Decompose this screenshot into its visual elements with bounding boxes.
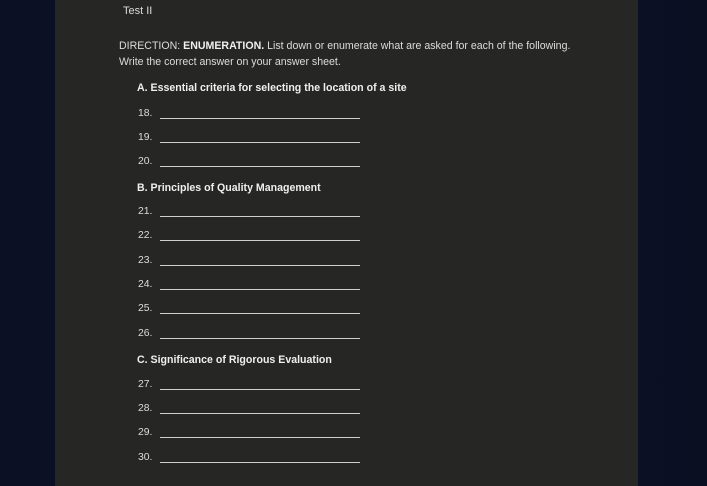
answer-blank[interactable]	[160, 403, 360, 414]
answer-blank[interactable]	[160, 108, 360, 119]
item-number: 20.	[138, 156, 153, 167]
answer-blank[interactable]	[160, 206, 360, 217]
test-title: Test II	[123, 5, 153, 17]
answer-item-30	[138, 452, 360, 463]
item-number: 28.	[138, 403, 153, 414]
answer-item-19	[138, 132, 360, 143]
answer-blank[interactable]	[160, 303, 360, 314]
section-a-heading: A. Essential criteria for selecting the location of a site	[137, 82, 407, 94]
item-number: 29.	[138, 427, 153, 438]
item-number: 23.	[138, 255, 153, 266]
item-number: 21.	[138, 206, 153, 217]
item-number: 18.	[138, 108, 153, 119]
answer-item-20	[138, 156, 360, 167]
answer-item-23	[138, 255, 360, 266]
answer-blank[interactable]	[160, 379, 360, 390]
answer-blank[interactable]	[160, 427, 360, 438]
item-number: 22.	[138, 230, 153, 241]
section-c-heading: C. Significance of Rigorous Evaluation	[137, 354, 332, 366]
answer-blank[interactable]	[160, 279, 360, 290]
section-b-heading: B. Principles of Quality Management	[137, 182, 321, 194]
answer-blank[interactable]	[160, 452, 360, 463]
item-number: 25.	[138, 303, 153, 314]
direction-text	[119, 38, 589, 70]
direction-prefix: DIRECTION:	[119, 40, 184, 52]
item-number: 30.	[138, 452, 153, 463]
answer-blank[interactable]	[160, 328, 360, 339]
answer-item-24	[138, 279, 360, 290]
answer-item-26	[138, 328, 360, 339]
answer-item-28	[138, 403, 360, 414]
item-number: 26.	[138, 328, 153, 339]
worksheet-page	[55, 0, 638, 486]
direction-keyword: ENUMERATION.	[183, 40, 265, 52]
left-background	[0, 0, 55, 486]
answer-item-25	[138, 303, 360, 314]
answer-blank[interactable]	[160, 156, 360, 167]
answer-item-18	[138, 108, 360, 119]
direction-body: List down or enumerate what are asked for each of the following. Write the correct answer on your answer sheet.	[119, 40, 571, 68]
answer-item-21	[138, 206, 360, 217]
item-number: 24.	[138, 279, 153, 290]
answer-item-22	[138, 230, 360, 241]
right-background	[638, 0, 707, 486]
answer-item-27	[138, 379, 360, 390]
answer-item-29	[138, 427, 360, 438]
answer-blank[interactable]	[160, 132, 360, 143]
item-number: 19.	[138, 132, 153, 143]
answer-blank[interactable]	[160, 255, 360, 266]
item-number: 27.	[138, 379, 153, 390]
answer-blank[interactable]	[160, 230, 360, 241]
